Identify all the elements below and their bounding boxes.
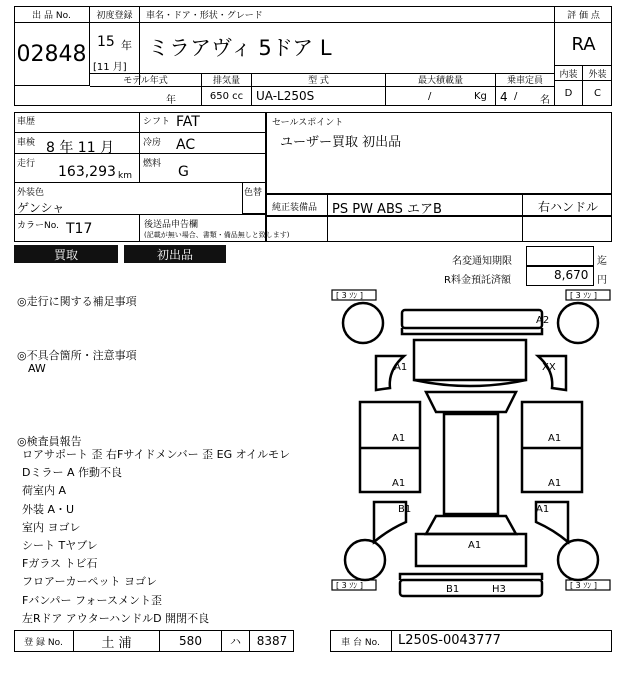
type-label: 型 式 (252, 73, 386, 87)
mark-rear-bumper-right: H3 (492, 584, 506, 595)
chassis-value: L250S-0043777 (398, 633, 501, 648)
name-change-unit: 迄 (597, 256, 607, 267)
corner-tag-text-tr: [ 3 ｿﾝ ] (570, 291, 597, 300)
equipment-bottom-row (266, 216, 612, 242)
color-no-label: カラーNo. (17, 221, 59, 231)
car-damage-diagram (330, 288, 612, 628)
mileage-value: 163,293 (58, 164, 116, 180)
mark-right-front-door: A1 (548, 433, 562, 444)
corner-tag-text-tl: [ 3 ｿﾝ ] (336, 291, 363, 300)
defects-header: ◎不具合箇所・注意事項 (17, 349, 137, 362)
mileage-unit: km (118, 171, 132, 181)
mark-right-rear-quarter: A1 (536, 504, 550, 515)
mark-trunk: A1 (468, 540, 482, 551)
reg-number: 8387 (256, 634, 288, 648)
windshield (426, 392, 516, 412)
first-reg-label: 初度登録 (90, 6, 140, 23)
recycle-value: 8,670 (554, 268, 589, 282)
mark-front-bumper: A2 (536, 315, 550, 326)
car-name-label: 車名・ドア・形状・グレード (140, 6, 554, 23)
fuel-value: G (178, 164, 189, 180)
capacity-unit: 名 (540, 95, 550, 106)
wheel-top-right (558, 303, 598, 343)
sales-point-value: ユーザー買取 初出品 (280, 135, 402, 150)
mark-left-front-fender: A1 (394, 362, 408, 373)
model-year-unit: 年 (166, 95, 176, 106)
equipment-value: PS PW ABS エアB (332, 202, 442, 217)
ac-label: 冷房 (143, 138, 162, 148)
eval-label: 評 価 点 (554, 6, 612, 23)
interior-label: 内装 (554, 65, 583, 80)
front-bumper (402, 310, 542, 328)
inspection-label: 車検 (17, 138, 36, 148)
inspector-lines (22, 447, 322, 627)
rear-glass (426, 516, 516, 534)
first-reg-year: 15 (97, 34, 115, 50)
ext-color-value: ゲンシャ (17, 201, 65, 215)
equipment-bottom-divider (522, 216, 523, 242)
displacement-value: 650 cc (202, 87, 252, 106)
color-change-label: 色替 (244, 188, 263, 198)
post-declaration-label: 後送品申告欄 (144, 220, 199, 230)
steering-value: 右ハンドル (538, 200, 599, 214)
car-name: ミラアヴィ 5ドア L (148, 36, 332, 60)
mark-right-rear-door: A1 (548, 478, 562, 489)
max-load-slash: / (428, 91, 432, 102)
exterior-label: 外装 (583, 65, 612, 80)
driving-header: ◎走行に関する補足事項 (17, 295, 137, 308)
lot-no-label: 出 品 No. (14, 6, 90, 23)
rear-bumper (400, 580, 542, 596)
chassis-label: 車 台 No. (330, 630, 392, 652)
inspector-line: シート Tヤブレ (22, 539, 98, 553)
ac-value: AC (176, 137, 196, 153)
mark-left-rear-door: A1 (392, 478, 406, 489)
corner-tag-text-br: [ 3 ｿﾝ ] (570, 581, 597, 590)
recycle-unit: 円 (597, 275, 607, 286)
mark-left-front-door: A1 (392, 433, 406, 444)
capacity-label: 乗車定員 (496, 73, 554, 87)
recycle-label: R料金預託済額 (444, 275, 511, 286)
inspector-line: 荷室内 A (22, 484, 67, 498)
shift-label: シフト (143, 117, 171, 127)
interior-value: D (554, 80, 583, 106)
inspector-line: Fバンパー フォースメント歪 (22, 593, 162, 607)
wheel-bottom-right (558, 540, 598, 580)
inspector-line: フロアーカーペット ヨゴレ (22, 575, 157, 589)
name-change-value-box (526, 246, 594, 266)
ext-color-label: 外装色 (17, 188, 45, 198)
buyback-badge: 買取 (14, 245, 118, 263)
model-year-cell (90, 87, 202, 106)
capacity-slash: / (514, 91, 518, 102)
inspector-line: 外装 A・U (22, 502, 75, 516)
name-change-label: 名変通知期限 (452, 256, 512, 267)
reg-label: 登 録 No. (14, 630, 74, 652)
inspector-line: Fガラス トビ石 (22, 557, 98, 571)
corner-tag-text-bl: [ 3 ｿﾝ ] (336, 581, 363, 590)
specs-bottom-line (14, 85, 90, 86)
mark-right-front-fender: XX (542, 362, 556, 373)
lot-no-value: 02848 (14, 23, 90, 85)
type-value: UA-L250S (252, 87, 386, 106)
roof (444, 414, 498, 514)
wheel-bottom-left (345, 540, 385, 580)
history-label: 車歴 (17, 117, 36, 127)
model-year-label: モデル年式 (90, 73, 202, 87)
reg-class: 580 (160, 630, 222, 652)
inspector-line: 左Rドア アウターハンドルD 開閉不良 (22, 611, 210, 625)
defects-value: AW (28, 362, 46, 375)
reg-kana: ハ (222, 630, 250, 652)
hood (414, 340, 526, 380)
color-no-value: T17 (66, 221, 93, 237)
shift-value: FAT (176, 114, 200, 130)
reg-area: 土 浦 (74, 630, 160, 652)
inspector-line: Dミラー A 作動不良 (22, 466, 122, 480)
inspector-line: ロアサポート 歪 右Fサイドメンバー 歪 EG オイルモレ (22, 448, 291, 461)
first-reg-month: [11 月] (93, 62, 127, 73)
displacement-label: 排気量 (202, 73, 252, 87)
wheel-top-left (343, 303, 383, 343)
eval-value: RA (554, 23, 612, 65)
mark-rear-bumper-left: B1 (446, 584, 460, 595)
inspector-line: 室内 ヨゴレ (22, 520, 81, 534)
capacity-value: 4 (500, 90, 508, 104)
inspector-header: ◎検査員報告 (17, 435, 82, 448)
first-listing-badge: 初出品 (124, 245, 226, 263)
equipment-label: 純正装備品 (272, 203, 318, 213)
first-reg-year-unit: 年 (121, 39, 132, 52)
max-load-unit: Kg (474, 91, 487, 102)
sales-point-label: セールスポイント (272, 118, 344, 128)
mark-left-rear-quarter: B1 (398, 504, 412, 515)
post-declaration-note: (記載が無い場合、書類・備品無しと致します) (144, 231, 290, 239)
inspection-value: 8 年 11 月 (46, 140, 115, 156)
fuel-label: 燃料 (143, 159, 162, 169)
max-load-label: 最大積載量 (386, 73, 496, 87)
mileage-label: 走行 (17, 159, 36, 169)
eval-left-edge (554, 73, 555, 106)
exterior-value: C (583, 80, 612, 106)
